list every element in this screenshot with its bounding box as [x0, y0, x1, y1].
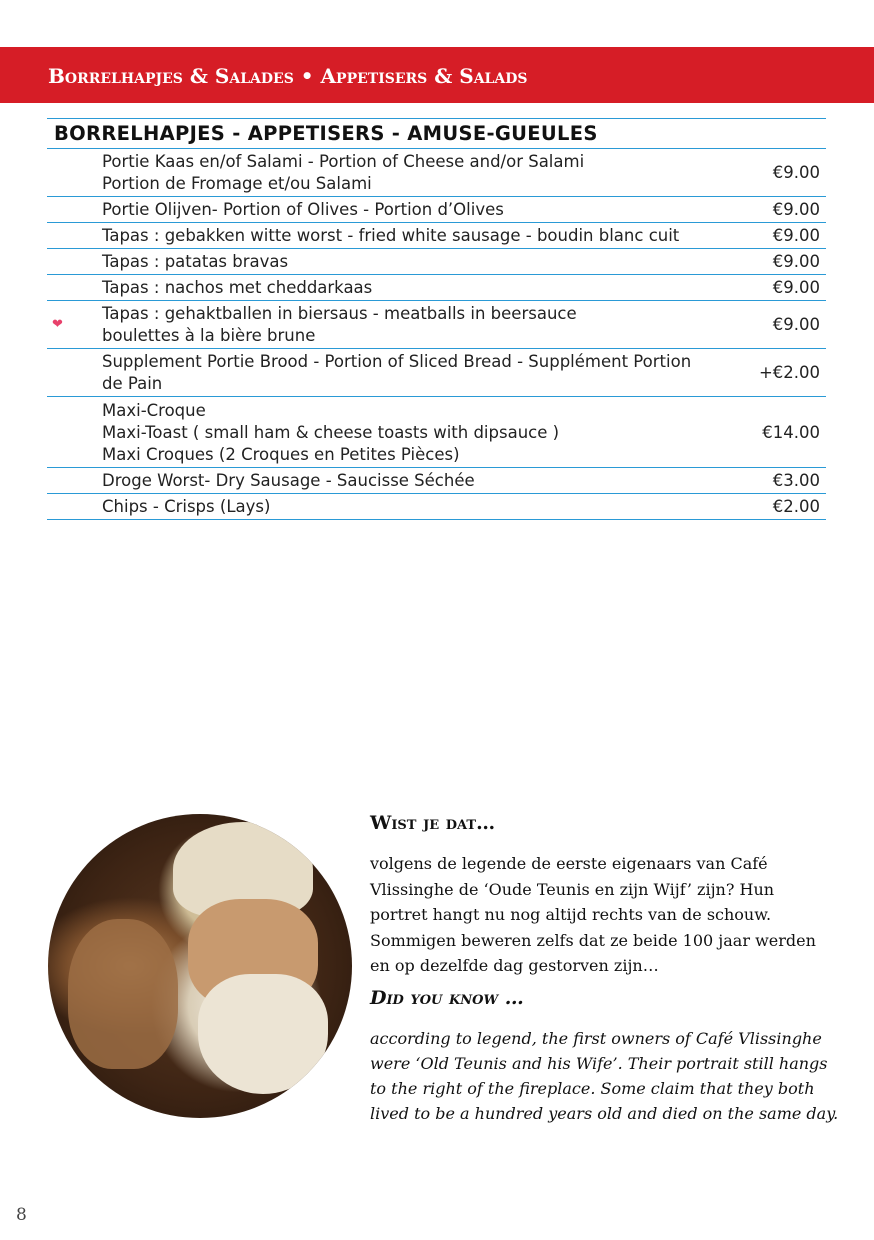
menu-item-name — [102, 349, 730, 396]
menu-item-line: boulettes à la bière brune — [102, 326, 316, 345]
menu-item-line: Tapas : gebakken witte worst - fried white sausage - boudin blanc cuit — [102, 226, 680, 245]
menu-item-line: Portie Olijven- Portion of Olives - Portion d’Olives — [102, 200, 504, 219]
menu-rows — [47, 149, 826, 520]
menu-item-line: Portie Kaas en/of Salami - Portion of Cheese and/or Salami — [102, 152, 585, 171]
menu-item-price: €9.00 — [772, 200, 820, 219]
wist-line: Sommigen beweren zelfs dat ze beide 100 jaar werden — [370, 930, 816, 950]
menu-item-name — [102, 398, 730, 467]
did-you-know-title: Did you know … — [370, 987, 524, 1009]
menu-item-row — [47, 468, 826, 494]
menu-item-row — [47, 223, 826, 249]
wist-line: en op dezelfde dag gestorven zijn… — [370, 956, 659, 975]
menu-item-row — [47, 301, 826, 349]
menu-item-row — [47, 349, 826, 397]
section-title: BORRELHAPJES - APPETISERS - AMUSE-GUEULES — [47, 119, 826, 149]
menu-item-line: Tapas : nachos met cheddarkaas — [102, 278, 373, 297]
menu-item-line: Tapas : gehaktballen in biersaus - meatballs in beersauce — [102, 304, 577, 323]
page-number: 8 — [16, 1205, 27, 1225]
menu-item-row — [47, 149, 826, 197]
menu-item-line: Portion de Fromage et/ou Salami — [102, 174, 372, 193]
menu-item-line: Droge Worst- Dry Sausage - Saucisse Séchée — [102, 471, 475, 490]
menu-item-line: de Pain — [102, 374, 163, 393]
menu-item-price: €9.00 — [772, 252, 820, 271]
menu-item-row — [47, 249, 826, 275]
dyk-line: according to legend, the first owners of Café Vlissinghe — [370, 1029, 822, 1048]
portrait-beard — [198, 974, 328, 1094]
menu-item-name — [102, 149, 730, 196]
menu-item-name — [102, 301, 730, 348]
menu-item-price: €14.00 — [762, 422, 820, 442]
menu-item-line: Maxi Croques (2 Croques en Petites Pièces) — [102, 444, 460, 464]
wist-line: volgens de legende de eerste eigenaars van Café — [370, 854, 768, 873]
menu-item-price: +€2.00 — [758, 363, 820, 382]
menu-table — [47, 118, 826, 520]
wist-line: Vlissinghe de ‘Oude Teunis en zijn Wijf’ zijn? Hun — [370, 879, 775, 899]
menu-item-name — [102, 223, 730, 248]
dyk-line: to the right of the fireplace. Some claim that they both — [370, 1079, 815, 1098]
menu-item-price: €9.00 — [772, 226, 820, 245]
menu-item-price: €9.00 — [772, 163, 820, 182]
menu-item-line: Maxi-Toast ( small ham & cheese toasts with dipsauce ) — [102, 422, 560, 442]
menu-item-name — [102, 197, 730, 222]
menu-item-price: €2.00 — [772, 497, 820, 516]
wist-body — [370, 851, 820, 979]
menu-item-name — [102, 275, 730, 300]
heart-icon: ❤ — [52, 317, 63, 332]
menu-item-line: Maxi-Croque — [102, 400, 206, 420]
menu-item-line: Supplement Portie Brood - Portion of Sliced Bread - Supplément Portion — [102, 352, 692, 371]
portrait-image — [48, 814, 352, 1118]
menu-item-line: Tapas : patatas bravas — [102, 252, 289, 271]
menu-item-name — [102, 468, 730, 493]
menu-item-name — [102, 249, 730, 274]
menu-item-row — [47, 197, 826, 223]
portrait-woman-face — [68, 919, 178, 1069]
wist-line: portret hangt nu nog altijd rechts van de schouw. — [370, 905, 772, 924]
dyk-line: were ‘Old Teunis and his Wife’. Their portrait still hangs — [370, 1054, 828, 1073]
banner-title: Borrelhapjes & Salades • Appetisers & Salads — [48, 64, 528, 88]
menu-item-row — [47, 275, 826, 301]
menu-item-price: €9.00 — [772, 278, 820, 297]
menu-item-name — [102, 494, 730, 519]
menu-item-price: €3.00 — [772, 471, 820, 490]
menu-item-row — [47, 397, 826, 468]
did-you-know-body — [370, 1026, 839, 1126]
menu-item-price: €9.00 — [772, 315, 820, 334]
menu-item-row — [47, 494, 826, 520]
wist-title: Wist je dat… — [370, 812, 496, 834]
menu-item-line: Chips - Crisps (Lays) — [102, 497, 271, 516]
dyk-line: lived to be a hundred years old and died on the same day. — [370, 1104, 839, 1123]
